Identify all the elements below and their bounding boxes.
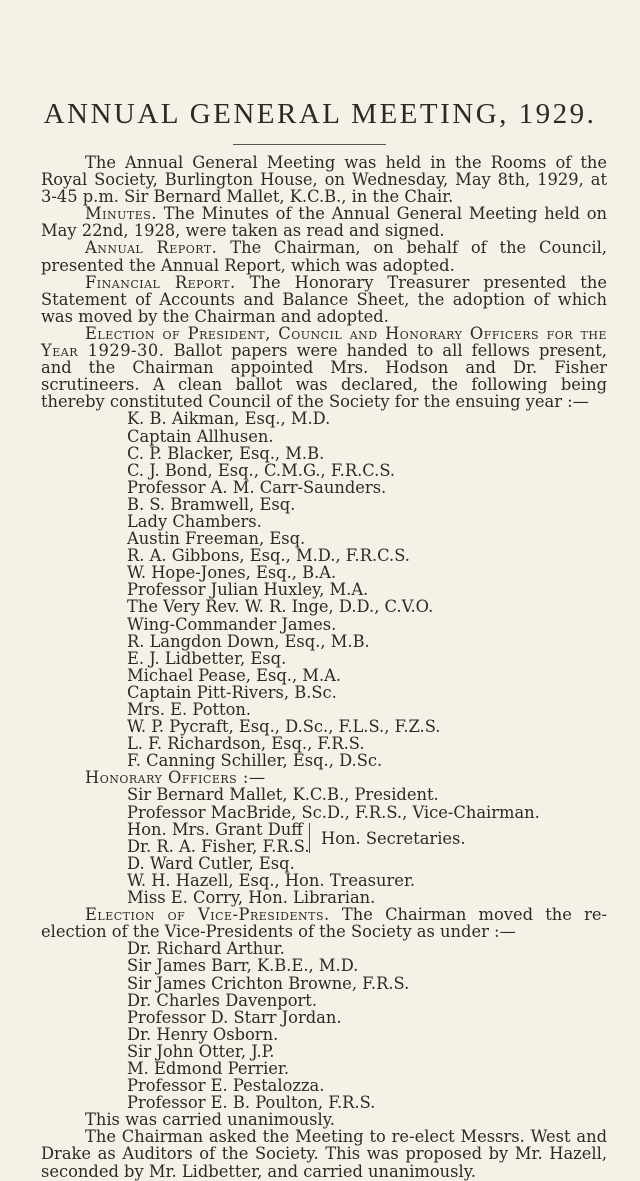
financial-report-heading: Financial Report. (85, 272, 236, 292)
list-item: C. P. Blacker, Esq., M.B. (127, 443, 325, 463)
honorary-officers-heading: Honorary Officers :— (85, 768, 266, 788)
list-item: K. B. Aikman, Esq., M.D. (127, 409, 331, 429)
list-item: Professor D. Starr Jordan. (127, 1007, 342, 1027)
officer-librarian: Miss E. Corry, Hon. Librarian. (127, 888, 376, 908)
list-item: Captain Allhusen. (127, 426, 274, 446)
list-item: Professor Julian Huxley, M.A. (127, 580, 369, 600)
election-council-text: Ballot papers were handed to all fellows present, and the Chairman appointed Mrs. Hodson and Dr. Fisher scrutineers. A clean ballot was declared, the following being thereby constituted Council of the Society for the ensuing year :— (41, 341, 607, 412)
minutes-heading: Minutes. (85, 204, 157, 224)
officer-secretary: Hon. Mrs. Grant Duff (127, 819, 303, 839)
auditors-paragraph: The Chairman asked the Meeting to re-elect Messrs. West and Drake as Auditors of the Society. This was proposed by Mr. Hazell, seconded by Mr. Lidbetter, and carried unanimously. (41, 1127, 607, 1181)
title-rule (233, 144, 386, 145)
list-item: R. Langdon Down, Esq., M.B. (127, 631, 370, 651)
list-item: Dr. Richard Arthur. (127, 939, 285, 959)
list-item: Sir James Crichton Browne, F.R.S. (127, 973, 410, 993)
list-item: Dr. Charles Davenport. (127, 990, 318, 1010)
annual-report-heading: Annual Report. (85, 238, 218, 258)
list-item: Professor E. Pestalozza. (127, 1076, 325, 1096)
list-item: Sir James Barr, K.B.E., M.D. (127, 956, 359, 976)
minutes-text: The Minutes of the Annual General Meeting held on May 22nd, 1928, were taken as read and signed. (41, 204, 608, 241)
officer-president: Sir Bernard Mallet, K.C.B., President. (127, 785, 439, 805)
vice-presidents-paragraph (41, 906, 607, 940)
list-item: Professor E. B. Poulton, F.R.S. (127, 1093, 376, 1113)
financial-report-paragraph (41, 274, 607, 325)
list-item: The Very Rev. W. R. Inge, D.D., C.V.O. (127, 597, 434, 617)
financial-report-text: The Honorary Treasurer presented the Statement of Accounts and Balance Sheet, the adoption of which was moved by the Chairman and adopted. (41, 272, 607, 326)
carried-paragraph: This was carried unanimously. (85, 1110, 335, 1130)
list-item: Captain Pitt-Rivers, B.Sc. (127, 682, 337, 702)
officer-treasurer: W. H. Hazell, Esq., Hon. Treasurer. (127, 870, 416, 890)
list-item: Mrs. E. Potton. (127, 700, 252, 719)
list-item: W. P. Pycraft, Esq., D.Sc., F.L.S., F.Z.S. (127, 717, 441, 737)
list-item: E. J. Lidbetter, Esq. (127, 648, 287, 668)
list-item: Austin Freeman, Esq. (127, 529, 306, 549)
list-item: W. Hope-Jones, Esq., B.A. (127, 563, 337, 583)
annual-report-paragraph (41, 239, 607, 273)
officers-list (41, 786, 607, 820)
document-body (41, 154, 607, 1180)
council-list (41, 410, 607, 769)
list-item: Michael Pease, Esq., M.A. (127, 665, 342, 685)
honorary-officers-heading-line (41, 769, 607, 786)
vice-presidents-text: The Chairman moved the re-election of the Vice-Presidents of the Society as under :— (41, 905, 607, 942)
page-title: ANNUAL GENERAL MEETING, 1929. (43, 98, 597, 130)
list-item: R. A. Gibbons, Esq., M.D., F.R.C.S. (127, 546, 410, 566)
election-council-heading: Election of President, Council and Honorary Officers for the Year 1929-30. (41, 323, 607, 361)
vice-presidents-list (41, 940, 607, 1111)
list-item: Professor A. M. Carr-Saunders. (127, 477, 387, 497)
minutes-paragraph (41, 205, 607, 239)
list-item: Wing-Commander James. (127, 614, 337, 634)
annual-report-text: The Chairman, on behalf of the Council, presented the Annual Report, which was adopted. (41, 238, 607, 275)
secretaries-label: Hon. Secretaries. (321, 828, 466, 848)
list-item: Lady Chambers. (127, 511, 262, 531)
secretaries-brace (309, 823, 318, 853)
officer-secretary: Dr. R. A. Fisher, F.R.S. (127, 836, 310, 856)
intro-paragraph: The Annual General Meeting was held in the Rooms of the Royal Society, Burlington House, on Wednesday, May 8th, 1929, at 3-45 p.m. Sir Bernard Mallet, K.C.B., in the Chair. (41, 153, 607, 207)
list-item: B. S. Bramwell, Esq. (127, 494, 296, 514)
election-council-paragraph (41, 325, 607, 410)
list-item: C. J. Bond, Esq., C.M.G., F.R.C.S. (127, 460, 396, 480)
vice-presidents-heading: Election of Vice-Presidents. (85, 905, 330, 925)
list-item: F. Canning Schiller, Esq., D.Sc. (127, 751, 383, 771)
officer-vice-chairman: Professor MacBride, Sc.D., F.R.S., Vice-Chairman. (127, 802, 540, 822)
officer-secretary: D. Ward Cutler, Esq. (127, 853, 295, 873)
list-item: M. Edmond Perrier. (127, 1058, 290, 1078)
list-item: Dr. Henry Osborn. (127, 1024, 279, 1044)
officers-list-lower (41, 872, 607, 906)
list-item: L. F. Richardson, Esq., F.R.S. (127, 734, 365, 754)
list-item: Sir John Otter, J.P. (127, 1041, 275, 1061)
secretaries-group (41, 821, 607, 872)
